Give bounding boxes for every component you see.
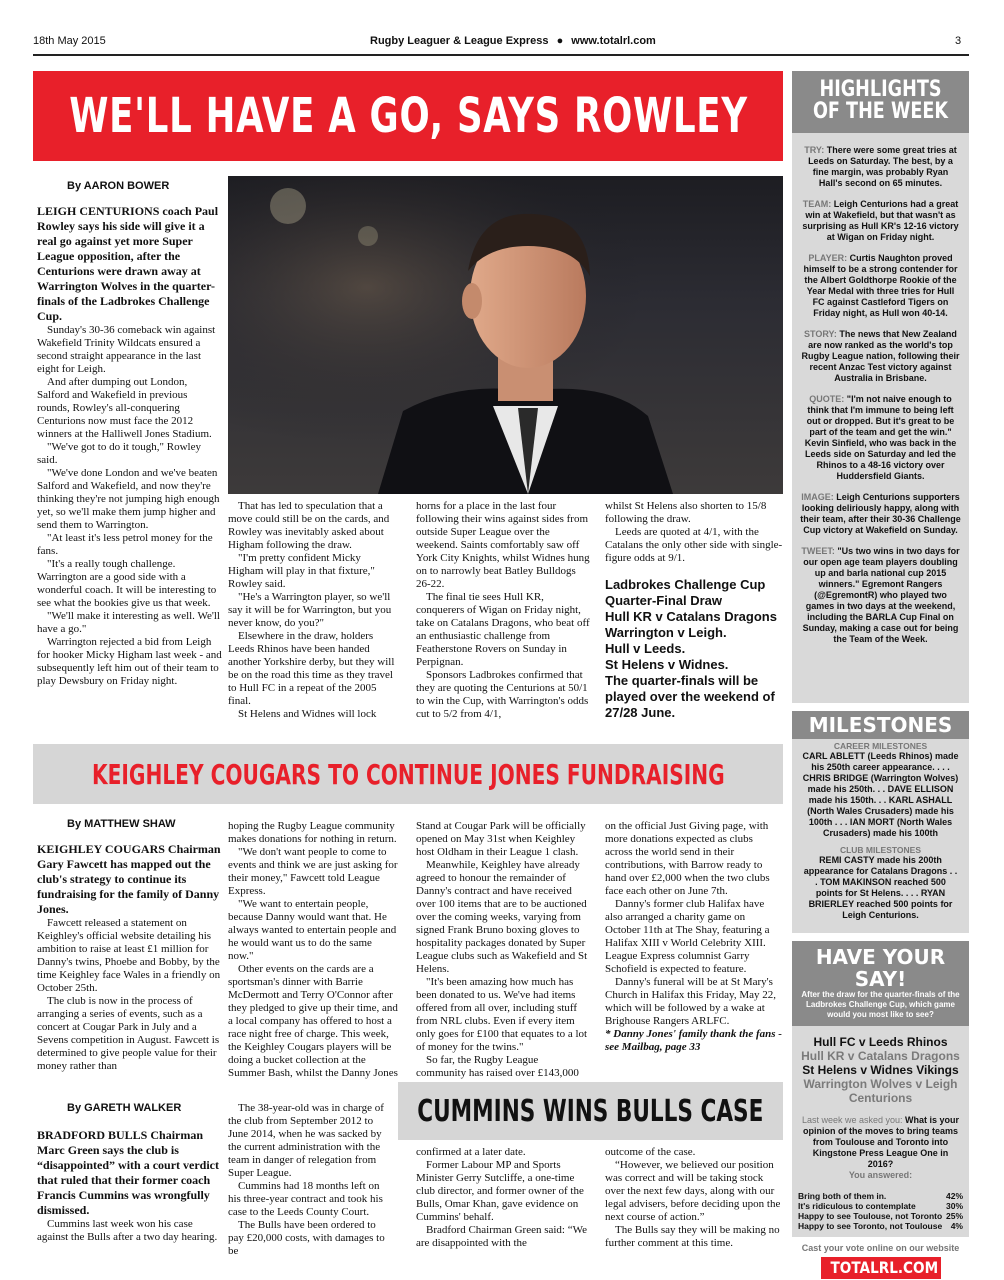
club-milestones-text: REMI CASTY made his 200th appearance for Catalans Dragons . . . TOM MAKINSON reached 500 points for St Helens. . . . RYAN BRIERLEY reached 500 points for Leigh Centurions.	[803, 855, 958, 920]
paragraph: "We've done London and we've beaten Salford and Wakefield, and now they're thinking they're not jumping high enough yet, so we'll make them jump higher and send them to Warrington.	[37, 467, 220, 531]
paragraph: St Helens and Widnes will lock	[238, 708, 377, 720]
mailbag-note: * Danny Jones' family thank the fans - see Mailbag, page 33	[605, 1028, 782, 1053]
highlights-panel	[792, 71, 969, 703]
highlight-key: PLAYER:	[808, 253, 848, 263]
draw-line: Hull KR v Catalans Dragons	[605, 609, 777, 624]
paragraph: Sunday's 30-36 comeback win against Wakefield Trinity Wildcats ensured a second straight appearance in the last eight for Leigh.	[37, 324, 216, 375]
story3-col1	[37, 1102, 222, 1244]
highlight-text: The news that New Zealand are now ranked as the world's top Rugby League nation, following their recent Anzac Test victory against Australia in Brisbane.	[801, 329, 960, 383]
last-week-question	[792, 1105, 969, 1181]
result-pct: 25%	[945, 1211, 963, 1221]
paragraph: "We'll make it interesting as well. We'll have a go."	[37, 610, 220, 635]
cup-draw-box	[605, 577, 783, 721]
story3-lead: BRADFORD BULLS Chairman Marc Green says the club is “disappointed” with a court verdict that ruled that their former coach Francis Cummins was wrongfully dismissed.	[37, 1128, 220, 1217]
bullet-icon: ●	[556, 35, 564, 47]
website-link[interactable]: www.totalrl.com	[571, 35, 656, 47]
highlight-text: "I'm not naive enough to think that I'm immune to being left out or dropped. But it's great to be part of the team and get the win." Kevin Sinfield, who was back in the Leeds side on Saturday and led the Rhinos to a 48-16 victory over Huddersfield Giants.	[804, 394, 957, 481]
paragraph: The 38-year-old was in charge of the club from September 2012 to June 2014, when he was sacked by the current administration with the team in danger of relegation from Super League.	[228, 1102, 384, 1179]
poll-results	[792, 1181, 969, 1231]
totalrl-button-label: TOTALRL.COM	[829, 1258, 938, 1277]
story3-body-col2	[228, 1102, 393, 1258]
result-row	[798, 1201, 963, 1211]
highlights-title	[792, 71, 969, 133]
paragraph: That has led to speculation that a move could still be on the cards, and Rowley was inevitably asked about Higham following the draw.	[228, 500, 390, 551]
poll-header	[792, 941, 969, 1026]
draw-line: Hull v Leeds.	[605, 641, 686, 656]
poll-option[interactable]: Hull KR v Catalans Dragons	[801, 1049, 960, 1063]
paragraph: Cummins last week won his case against the Bulls after a two day hearing.	[37, 1218, 218, 1243]
draw-line: The quarter-finals will be played over the weekend of 27/28 June.	[605, 673, 775, 720]
story3-headline-band	[398, 1082, 783, 1140]
story2-lead: KEIGHLEY COUGARS Chairman Gary Fawcett has mapped out the club's strategy to continue its fundraising for the family of Danny Jones.	[37, 842, 221, 916]
paragraph: Other events on the cards are a sportsman's dinner with Barrie McDermott and Terry O'Connor after they pledged to give up their time, and a local company has offered to host a race night free of charge. This week, the Keighley Cougars players will be doing a bucket collection at the Summer Bash, whilst the Danny Jones	[228, 963, 398, 1079]
highlight-text: Curtis Naughton proved himself to be a strong contender for the Albert Goldthorpe Rookie of the Year Medal with three tries for Hull FC against Castleford Tigers on Friday night, as Hull won 40-14.	[803, 253, 958, 318]
paragraph: Cummins had 18 months left on his three-year contract and took his case to the Leeds County Court.	[228, 1180, 383, 1218]
page-number: 3	[955, 35, 962, 47]
result-row	[798, 1221, 963, 1231]
header-rule	[33, 54, 969, 56]
paragraph: "We've got to do it tough," Rowley said.	[37, 441, 201, 466]
paragraph: Leeds are quoted at 4/1, with the Catalans the only other side with single-figure odds at 9/1.	[605, 526, 783, 564]
result-pct: 4%	[950, 1221, 963, 1231]
story1-headline: WE'LL HAVE A GO, SAYS ROWLEY	[68, 88, 748, 144]
result-label: It's ridiculous to contemplate	[798, 1201, 916, 1211]
highlight-key: IMAGE:	[801, 492, 834, 502]
result-row	[798, 1191, 963, 1201]
highlight-key: TRY:	[804, 145, 825, 155]
result-pct: 42%	[945, 1191, 963, 1201]
club-milestones-label: CLUB MILESTONES	[839, 845, 922, 855]
publication-name: Rugby Leaguer & League Express	[370, 35, 549, 47]
totalrl-button[interactable]	[821, 1257, 941, 1279]
paragraph: "I'm pretty confident Micky Higham will play in that fixture," Rowley said.	[228, 552, 375, 590]
paragraph: on the official Just Giving page, with more donations expected as clubs across the world send in their contributions, with Barrow ready to hand over £2,000 when the two clubs face each other on June 7th.	[605, 820, 770, 897]
story2-headline: KEIGHLEY COUGARS TO CONTINUE JONES FUNDRAISING	[91, 757, 725, 791]
paragraph: The Bulls have been ordered to pay £20,000 costs, with damages to be	[228, 1219, 385, 1257]
draw-line: Warrington v Leigh.	[605, 625, 727, 640]
paragraph: "At least it's less petrol money for the fans.	[37, 532, 213, 557]
paragraph: Meanwhile, Keighley have already agreed to honour the remainder of Danny's contract and have received over 100 items that are to be auctioned over the coming weeks, varying from signed Frank Bruno boxing gloves to hospitality packages donated by Super League clubs such as Wakefield and St Helens.	[416, 859, 588, 975]
story2-body-col4	[605, 820, 783, 1054]
highlight-key: TWEET:	[801, 546, 835, 556]
paragraph: horns for a place in the last four following their wins against sides from outside Super League over the weekend. Saints comfortably saw off York City Knights, whilst Widnes hung on to narrowly beat Batley Bulldogs 26-22.	[416, 500, 590, 590]
paragraph: "We don't want people to come to events and think we are just asking for their money," Fawcett told League Express.	[228, 846, 398, 897]
highlight-item	[792, 492, 969, 536]
paragraph: Bradford Chairman Green said: “We are disappointed with the	[416, 1224, 587, 1249]
highlight-text: Leigh Centurions had a great win at Wakefield, but that wasn't as surprising as Hull KR's 12-16 victory at Wigan on Friday night.	[802, 199, 959, 242]
paragraph: hoping the Rugby League community makes donations for nothing in return.	[228, 820, 397, 845]
paragraph: Fawcett released a statement on Keighley's official website detailing his ambition to raise at least £1 million for Danny's twins, Phoebe and Bobby, by the time Keighley face Wales in a friendly on October 25th.	[37, 917, 221, 994]
highlight-item	[792, 145, 969, 189]
story1-col1	[37, 180, 222, 688]
paragraph: whilst St Helens also shorten to 15/8 following the draw.	[605, 500, 767, 525]
poll-option[interactable]: St Helens v Widnes Vikings	[802, 1063, 959, 1077]
result-label: Happy to see Toronto, not Toulouse	[798, 1221, 943, 1231]
highlight-key: TEAM:	[802, 199, 832, 209]
last-week-intro: Last week we asked you:	[801, 1115, 903, 1125]
paragraph: The club is now in the process of arranging a series of events, such as a concert at Cougar Park in July and a Sevens competition in August. Fawcett is determined to give people value for their money rather than	[37, 995, 220, 1072]
answered-label: You answered:	[848, 1170, 913, 1180]
highlight-item	[792, 394, 969, 482]
last-week-text: What is your opinion of the moves to bring teams from Toulouse and Toronto into Kingstone Press League One in 2016?	[802, 1115, 960, 1169]
highlights-title-line: HIGHLIGHTS	[819, 77, 942, 102]
career-milestones-label: CAREER MILESTONES	[833, 741, 928, 751]
story2-col1	[37, 818, 222, 1073]
paragraph: outcome of the case.	[605, 1146, 696, 1158]
paragraph: And after dumping out London, Salford and Wakefield in previous rounds, Rowley's all-conquering Centurions now must face the 2012 winners at the Halliwell Jones Stadium.	[37, 376, 212, 440]
coach-photo	[228, 176, 783, 494]
milestones-panel	[792, 711, 969, 933]
paragraph: confirmed at a later date.	[416, 1146, 526, 1158]
story3-body-col4	[605, 1146, 783, 1250]
story2-body-col3	[416, 820, 591, 1080]
story3-byline: By GARETH WALKER	[67, 1102, 182, 1114]
story1-body-col3	[416, 500, 591, 721]
paragraph: "We want to entertain people, because Danny would want that. He always wanted to entertain people and he would want us to do the same now."	[228, 898, 397, 962]
paragraph: The final tie sees Hull KR, conquerers of Wigan on Friday night, take on Catalans Dragons, who beat off an enthusiastic challenge from Featherstone Rovers on Sunday in Perpignan.	[416, 591, 590, 668]
result-pct: 30%	[945, 1201, 963, 1211]
paragraph: Former Labour MP and Sports Minister Gerry Sutcliffe, a one-time club director, and former owner of the Bulls, Omar Khan, gave evidence on Cummins' behalf.	[416, 1159, 584, 1223]
story1-byline: By AARON BOWER	[67, 180, 170, 192]
story1-headline-box	[33, 71, 783, 161]
story2-body-col2	[228, 820, 400, 1080]
highlights-title-line: OF THE WEEK	[812, 99, 949, 124]
draw-line: Ladbrokes Challenge Cup	[605, 577, 766, 592]
poll-options	[792, 1026, 969, 1105]
story1-body-col2	[228, 500, 398, 721]
paragraph: Danny's former club Halifax have also arranged a charity game on October 11th at The Shay, featuring a Halifax XIII v World Celebrity XIII. League Express columnist Garry Schofield is expected to feature.	[605, 898, 770, 975]
paragraph: Stand at Cougar Park will be officially opened on May 31st when Keighley host Oldham in their League 1 clash.	[416, 820, 586, 858]
header-masthead	[370, 35, 656, 53]
poll-option[interactable]: Warrington Wolves v Leigh Centurions	[803, 1077, 958, 1105]
result-label: Bring both of them in.	[798, 1191, 887, 1201]
highlight-item	[792, 253, 969, 319]
story1-body-col1	[37, 324, 222, 688]
paragraph: “However, we believed our position was correct and will be taking stock over the next few days, along with our legal advisers, before deciding upon the next course of action.”	[605, 1159, 781, 1223]
paragraph: "He's a Warrington player, so we'll say it will be for Warrington, but you never know, do you?"	[228, 591, 392, 629]
draw-line: St Helens v Widnes.	[605, 657, 729, 672]
highlight-item	[792, 199, 969, 243]
story2-byline: By MATTHEW SHAW	[67, 818, 176, 830]
cast-vote-text: Cast your vote online on our website	[801, 1243, 960, 1253]
milestones-title: MILESTONES	[792, 711, 969, 739]
paragraph: "It's a really tough challenge. Warrington are a good side with a wonderful coach. It will be interesting to see what the bookies give us that week.	[37, 558, 217, 609]
story2-headline-band	[33, 744, 783, 804]
story3-body-col3	[416, 1146, 591, 1250]
poll-option[interactable]: Hull FC v Leeds Rhinos	[813, 1035, 948, 1049]
paragraph: Elsewhere in the draw, holders Leeds Rhinos have been handed another Yorkshire derby, but they will be on the road this time as they travel to Hull FC in a repeat of the 2005 final.	[228, 630, 395, 707]
story1-lead: LEIGH CENTURIONS coach Paul Rowley says his side will give it a real go against yet more Super League opposition, after the Centurions were drawn away at Warrington Wolves in the quarter-finals of the Ladbrokes Challenge Cup.	[37, 204, 219, 323]
coach-photo-illustration	[228, 176, 783, 494]
highlight-key: STORY:	[804, 329, 837, 339]
highlight-text: Leigh Centurions supporters looking deliriously happy, along with their team, after their 30-36 Challenge Cup victory at Wakefield on Sunday.	[800, 492, 961, 535]
paragraph: Sponsors Ladbrokes confirmed that they are quoting the Centurions at 50/1 to win the Cup, with Warrington's odds cut to 5/2 from 4/1,	[416, 669, 589, 720]
draw-line: Quarter-Final Draw	[605, 593, 723, 608]
paragraph: Warrington rejected a bid from Leigh for hooker Micky Higham last week - and subsequently left him out of their team to play Dewsbury on Friday night.	[37, 636, 222, 687]
poll-question: After the draw for the quarter-finals of the Ladbrokes Challenge Cup, which game would you most like to see?	[801, 990, 960, 1019]
highlight-item	[792, 329, 969, 384]
highlight-item	[792, 546, 969, 645]
result-label: Happy to see Toulouse, not Toronto	[798, 1211, 943, 1221]
paragraph: So far, the Rugby League community has raised over £143,000	[416, 1054, 579, 1079]
story1-col4	[605, 500, 783, 721]
poll-panel	[792, 941, 969, 1277]
paragraph: "It's been amazing how much has been donated to us. We've had items offered from all over, including stuff from NRL clubs. Even if every item only goes for £100 that equates to a lot of money for the twins."	[416, 976, 588, 1053]
highlight-text: There were some great tries at Leeds on Saturday. The best, by a fine margin, was probably Ryan Hall's second on 65 minutes.	[808, 145, 957, 188]
header-date: 18th May 2015	[33, 35, 106, 47]
result-row	[798, 1211, 963, 1221]
paragraph: Danny's funeral will be at St Mary's Church in Halifax this Friday, May 22, which will be followed by a wake at Brighouse Rangers ARLFC.	[605, 976, 776, 1027]
highlight-text: "Us two wins in two days for our open age team players doubling up and barla national cup 2015 winners." Egremont Rangers (@EgremontR) who played two games in two days at the weekend, including the BARLA Cup Final on Sunday, making a case out for being the Team of the Week.	[802, 546, 960, 644]
paragraph: The Bulls say they will be making no further comment at this time.	[605, 1224, 780, 1249]
career-milestones-text: CARL ABLETT (Leeds Rhinos) made his 250th career appearance. . . . CHRIS BRIDGE (Warrington Wolves) made his 250th. . . DAVE ELLISON made his 150th. . . KARL ASHALL (North Wales Crusaders) made his 100th . . . IAN MORT (North Wales Crusaders) made his 100th	[802, 751, 959, 838]
poll-title: HAVE YOUR SAY!	[815, 945, 946, 991]
highlight-key: QUOTE:	[809, 394, 845, 404]
story3-headline: CUMMINS WINS BULLS CASE	[417, 1093, 764, 1129]
